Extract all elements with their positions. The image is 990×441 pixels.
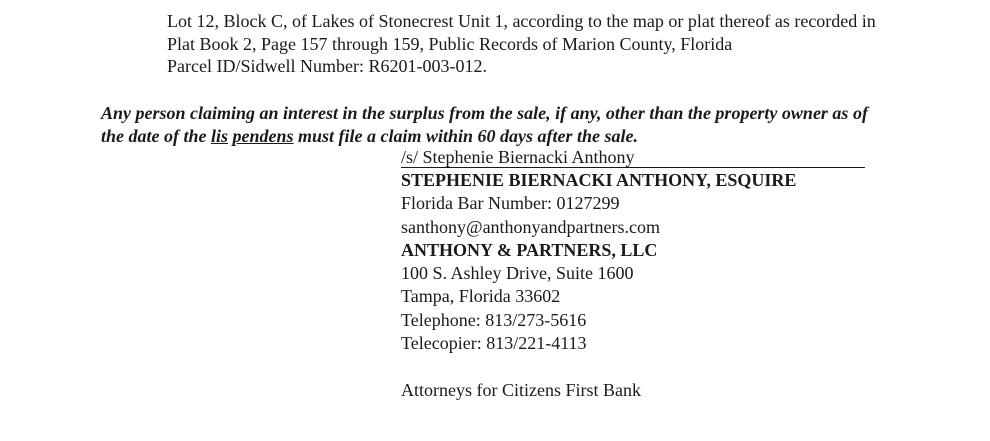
parcel-id-line: Parcel ID/Sidwell Number: R6201-003-012. [167,56,487,76]
attorneys-for: Attorneys for Citizens First Bank [401,379,641,400]
firm-address-line: 100 S. Ashley Drive, Suite 1600 [401,263,634,284]
firm-city-line: Tampa, Florida 33602 [401,286,561,307]
legal-description [167,10,876,78]
surplus-claim-notice [101,102,868,148]
attorney-name: STEPHENIE BIERNACKI ANTHONY, ESQUIRE [401,170,797,190]
signature-line: /s/ Stephenie Biernacki Anthony [401,147,865,168]
telecopier: Telecopier: 813/221-4113 [401,333,587,354]
legal-description-line: Plat Book 2, Page 157 through 159, Public Records of Marion County, Florida [167,33,733,54]
notice-line: Any person claiming an interest in the surplus from the sale, if any, other than the property owner as of [101,103,868,123]
bar-number: Florida Bar Number: 0127299 [401,193,620,214]
pendens-word: pendens [232,126,294,146]
lis-word: lis [211,126,229,146]
blank-line [401,355,865,378]
attorney-email: santhony@anthonyandpartners.com [401,216,661,237]
telephone: Telephone: 813/273-5616 [401,309,587,330]
notice-line [101,125,868,148]
notice-text: the date of the [101,126,211,146]
firm-name: ANTHONY & PARTNERS, LLC [401,239,658,260]
signature-block [401,147,865,402]
legal-description-line: Lot 12, Block C, of Lakes of Stonecrest Unit 1, according to the map or plat thereof as recorded in [167,11,876,31]
notice-text: must file a claim within 60 days after the sale. [293,126,639,146]
